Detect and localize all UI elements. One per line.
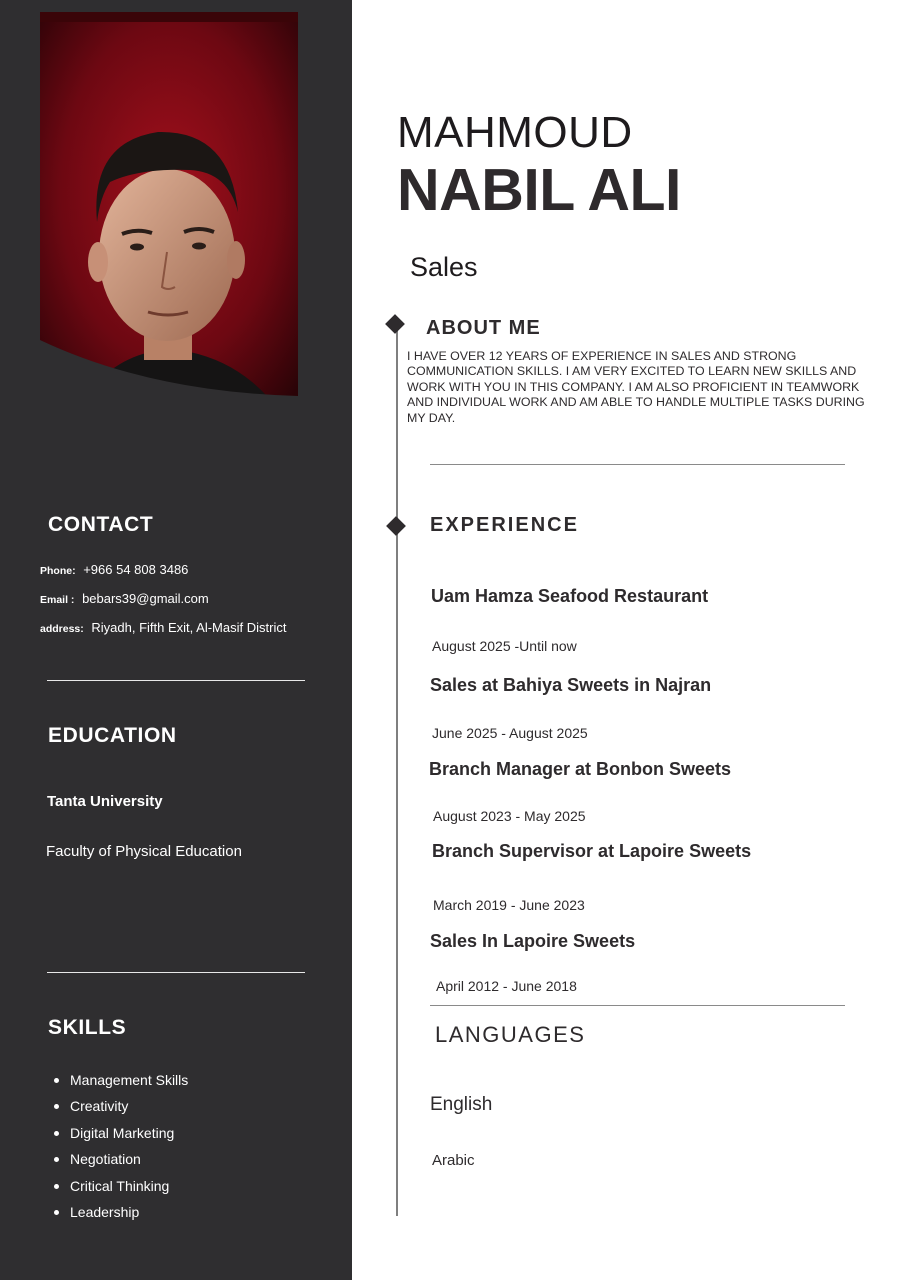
email-value[interactable]: bebars39@gmail.com xyxy=(82,591,209,606)
skill-item: Creativity xyxy=(52,1095,188,1121)
education-school: Tanta University xyxy=(47,793,163,810)
skill-item: Digital Marketing xyxy=(52,1122,188,1148)
first-name: MAHMOUD xyxy=(397,108,633,157)
phone-label: Phone: xyxy=(40,565,76,577)
diamond-icon xyxy=(386,516,406,536)
job-dates: April 2012 - June 2018 xyxy=(436,978,577,994)
last-name: NABIL ALI xyxy=(397,157,681,223)
job-role: Sales xyxy=(410,252,478,282)
education-faculty: Faculty of Physical Education xyxy=(46,843,242,860)
contact-phone xyxy=(40,562,188,577)
timeline-line xyxy=(396,326,398,1216)
skills-heading: SKILLS xyxy=(48,1016,127,1039)
job-title: Sales at Bahiya Sweets in Najran xyxy=(430,675,712,695)
divider xyxy=(430,1005,845,1006)
job-dates: August 2023 - May 2025 xyxy=(433,808,586,824)
skill-item: Management Skills xyxy=(52,1069,188,1095)
language-item: English xyxy=(430,1094,493,1115)
experience-heading: EXPERIENCE xyxy=(430,514,579,536)
language-item: Arabic xyxy=(432,1152,475,1169)
divider xyxy=(47,680,305,681)
skills-list xyxy=(52,1069,188,1227)
address-label: address: xyxy=(40,623,84,635)
address-value: Riyadh, Fifth Exit, Al-Masif District xyxy=(91,620,287,635)
job-title: Uam Hamza Seafood Restaurant xyxy=(431,586,709,606)
languages-heading: LANGUAGES xyxy=(435,1022,586,1047)
job-dates: June 2025 - August 2025 xyxy=(432,725,588,741)
job-dates: August 2025 -Until now xyxy=(432,638,577,654)
job-title: Branch Manager at Bonbon Sweets xyxy=(429,759,732,779)
education-heading: EDUCATION xyxy=(48,724,177,747)
skill-item: Critical Thinking xyxy=(52,1175,188,1201)
email-label: Email : xyxy=(40,594,75,606)
sidebar xyxy=(0,0,352,1280)
contact-heading: CONTACT xyxy=(48,513,154,536)
contact-address xyxy=(40,620,286,635)
skill-item: Leadership xyxy=(52,1201,188,1227)
divider xyxy=(47,972,305,973)
job-dates: March 2019 - June 2023 xyxy=(433,897,585,913)
job-title: Sales In Lapoire Sweets xyxy=(430,931,636,951)
contact-email xyxy=(40,591,209,606)
job-title: Branch Supervisor at Lapoire Sweets xyxy=(432,841,752,861)
phone-value[interactable]: +966 54 808 3486 xyxy=(83,562,189,577)
about-text: I HAVE OVER 12 YEARS OF EXPERIENCE IN SALES AND STRONG COMMUNICATION SKILLS. I AM VERY EXCITED TO LEARN NEW SKILLS AND WORK WITH YOU IN THIS COMPANY. I AM ALSO PROFICIENT IN TEAMWORK AND INDIVIDUAL WORK AND AM ABLE TO HANDLE MULTIPLE TASKS DURING MY DAY. xyxy=(407,349,865,425)
about-heading: ABOUT ME xyxy=(426,317,541,339)
profile-photo xyxy=(40,12,298,412)
divider xyxy=(430,464,845,465)
skill-item: Negotiation xyxy=(52,1148,188,1174)
diamond-icon xyxy=(385,314,405,334)
